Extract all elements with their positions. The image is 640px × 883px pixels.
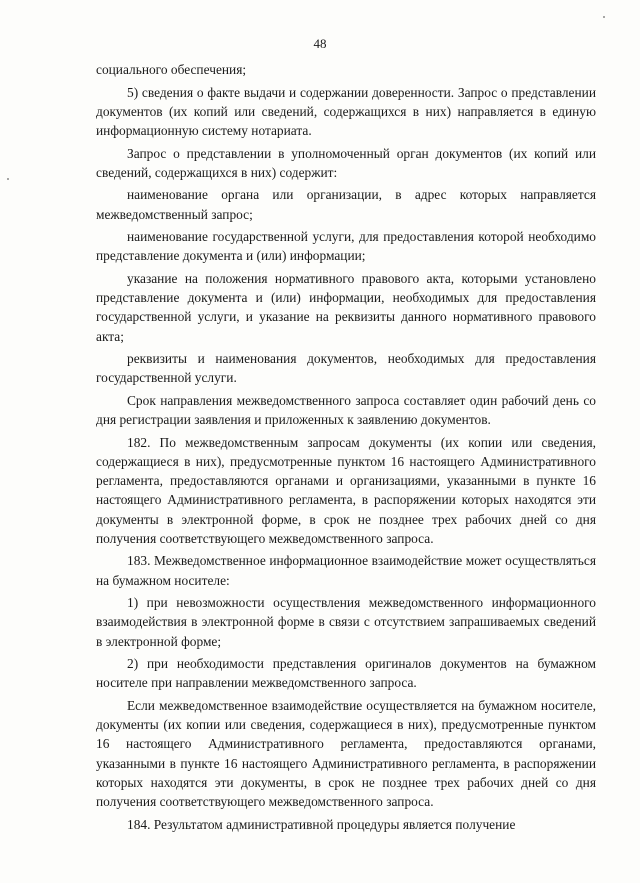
paragraph-183: 183. Межведомственное информационное взаимодействие может осуществляться на бумажном носителе: (96, 553, 596, 588)
paragraph-service-name: наименование государственной услуги, для предоставления которой необходимо представление документа и (или) информации; (96, 229, 596, 264)
paragraph-org-name: наименование органа или организации, в адрес которых направляется межведомственный запрос; (96, 187, 596, 222)
paragraph-183-item-1: 1) при невозможности осуществления межведомственного информационного взаимодействия в электронной форме в связи с отсутствием запрашиваемых сведений в электронной форме; (96, 595, 596, 649)
paragraph-social-security: социального обеспечения; (96, 62, 247, 77)
paragraph-183-item-2: 2) при необходимости представления оригиналов документов на бумажном носителе при направлении межведомственного запроса. (96, 656, 596, 691)
paragraph-request-deadline: Срок направления межведомственного запроса составляет один рабочий день со дня регистрации заявления и приложенных к заявлению документов. (96, 392, 596, 428)
paragraph-184: 184. Результатом административной процедуры является получение (127, 816, 516, 832)
paragraph-request-contents: Запрос о представлении в уполномоченный орган документов (их копий или сведений, содержащихся в них) содержит: (96, 145, 596, 180)
paragraph-document-requisites: реквизиты и наименования документов, необходимых для предоставления государственной услуги. (96, 351, 596, 386)
page-number: 48 (313, 36, 327, 51)
scan-speck (7, 178, 9, 180)
scan-speck (603, 16, 605, 18)
paragraph-item-5: 5) сведения о факте выдачи и содержании доверенности. Запрос о представлении документов (их копий или сведений, содержащихся в них) направляется в единую информационную систему нотариата. (96, 84, 596, 138)
paragraph-182: 182. По межведомственным запросам документы (их копии или сведения, содержащиеся в них), предусмотренные пунктом 16 настоящего Административного регламента, предоставляются органами и организациями, указанными в пункте 16 настоящего Административного регламента, в распоряжении которых находятся эти документы в электронной форме, в срок не позднее трех рабочих дней со дня получения соответствующего межведомственного запроса. (96, 434, 596, 546)
paragraph-paper-interaction: Если межведомственное взаимодействие осуществляется на бумажном носителе, документы (их копии или сведения, содержащиеся в них), предусмотренные пунктом 16 настоящего Административного регламента, предоставляются органами, указанными в пункте 16 настоящего Административного регламента, в распоряжении которых находятся эти документы, в срок не позднее трех рабочих дней со дня получения соответствующего межведомственного запроса. (96, 697, 596, 809)
document-body (96, 60, 596, 837)
paragraph-legal-act: указание на положения нормативного правового акта, которыми установлено представление документа и (или) информации, необходимых для предоставления государственной услуги, и указание на реквизиты данного нормативного правового акта; (96, 270, 596, 344)
